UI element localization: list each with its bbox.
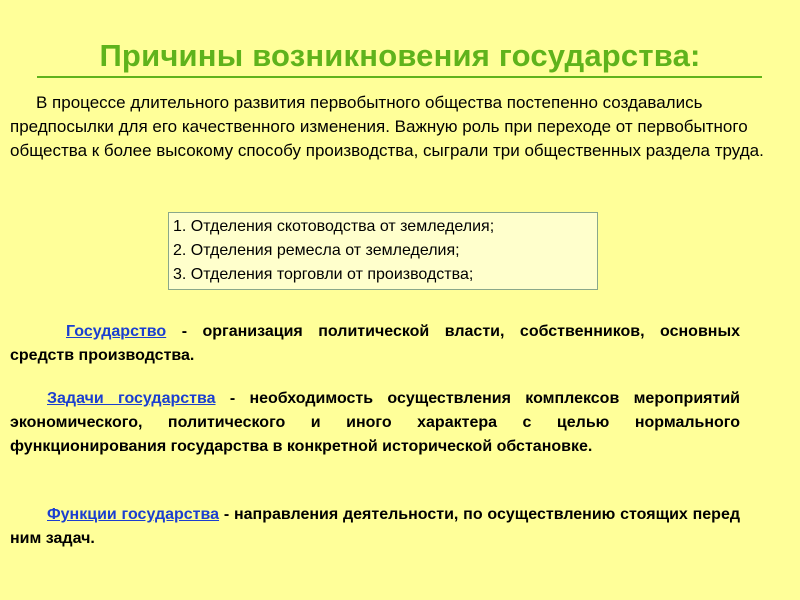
list-item: 3. Отделения торговли от производства; xyxy=(173,266,474,283)
functions-term-link[interactable]: Функции государства xyxy=(47,506,220,523)
labor-divisions-box xyxy=(168,212,598,290)
list-item: 1. Отделения скотоводства от земледелия; xyxy=(173,218,495,235)
page-title: Причины возникновения государства: xyxy=(99,38,701,73)
tasks-definition-text: - необходимость осуществления комплексов мероприятий экономического, политического и иного характера с целью нормального функционирования государства в конкретной исторической обстановке. xyxy=(10,390,740,455)
state-definition-text: - организация политической власти, собственников, основных средств производства. xyxy=(10,323,740,364)
tasks-term-link[interactable]: Задачи государства xyxy=(47,390,216,407)
definition-state xyxy=(10,320,740,368)
definition-functions xyxy=(10,503,740,551)
list-item: 2. Отделения ремесла от земледелия; xyxy=(173,242,460,259)
intro-paragraph: В процессе длительного развития первобытного общества постепенно создавались предпосылки для его качественного изменения. Важную роль при переходе от первобытного общества к более высокому способу производства, сыграли три общественных раздела труда. xyxy=(10,93,764,160)
definition-tasks xyxy=(10,387,740,459)
title-underline xyxy=(37,76,762,78)
functions-definition-text: - направления деятельности, по осуществлению стоящих перед ним задач. xyxy=(10,506,740,547)
state-term-link[interactable]: Государство xyxy=(66,323,167,340)
